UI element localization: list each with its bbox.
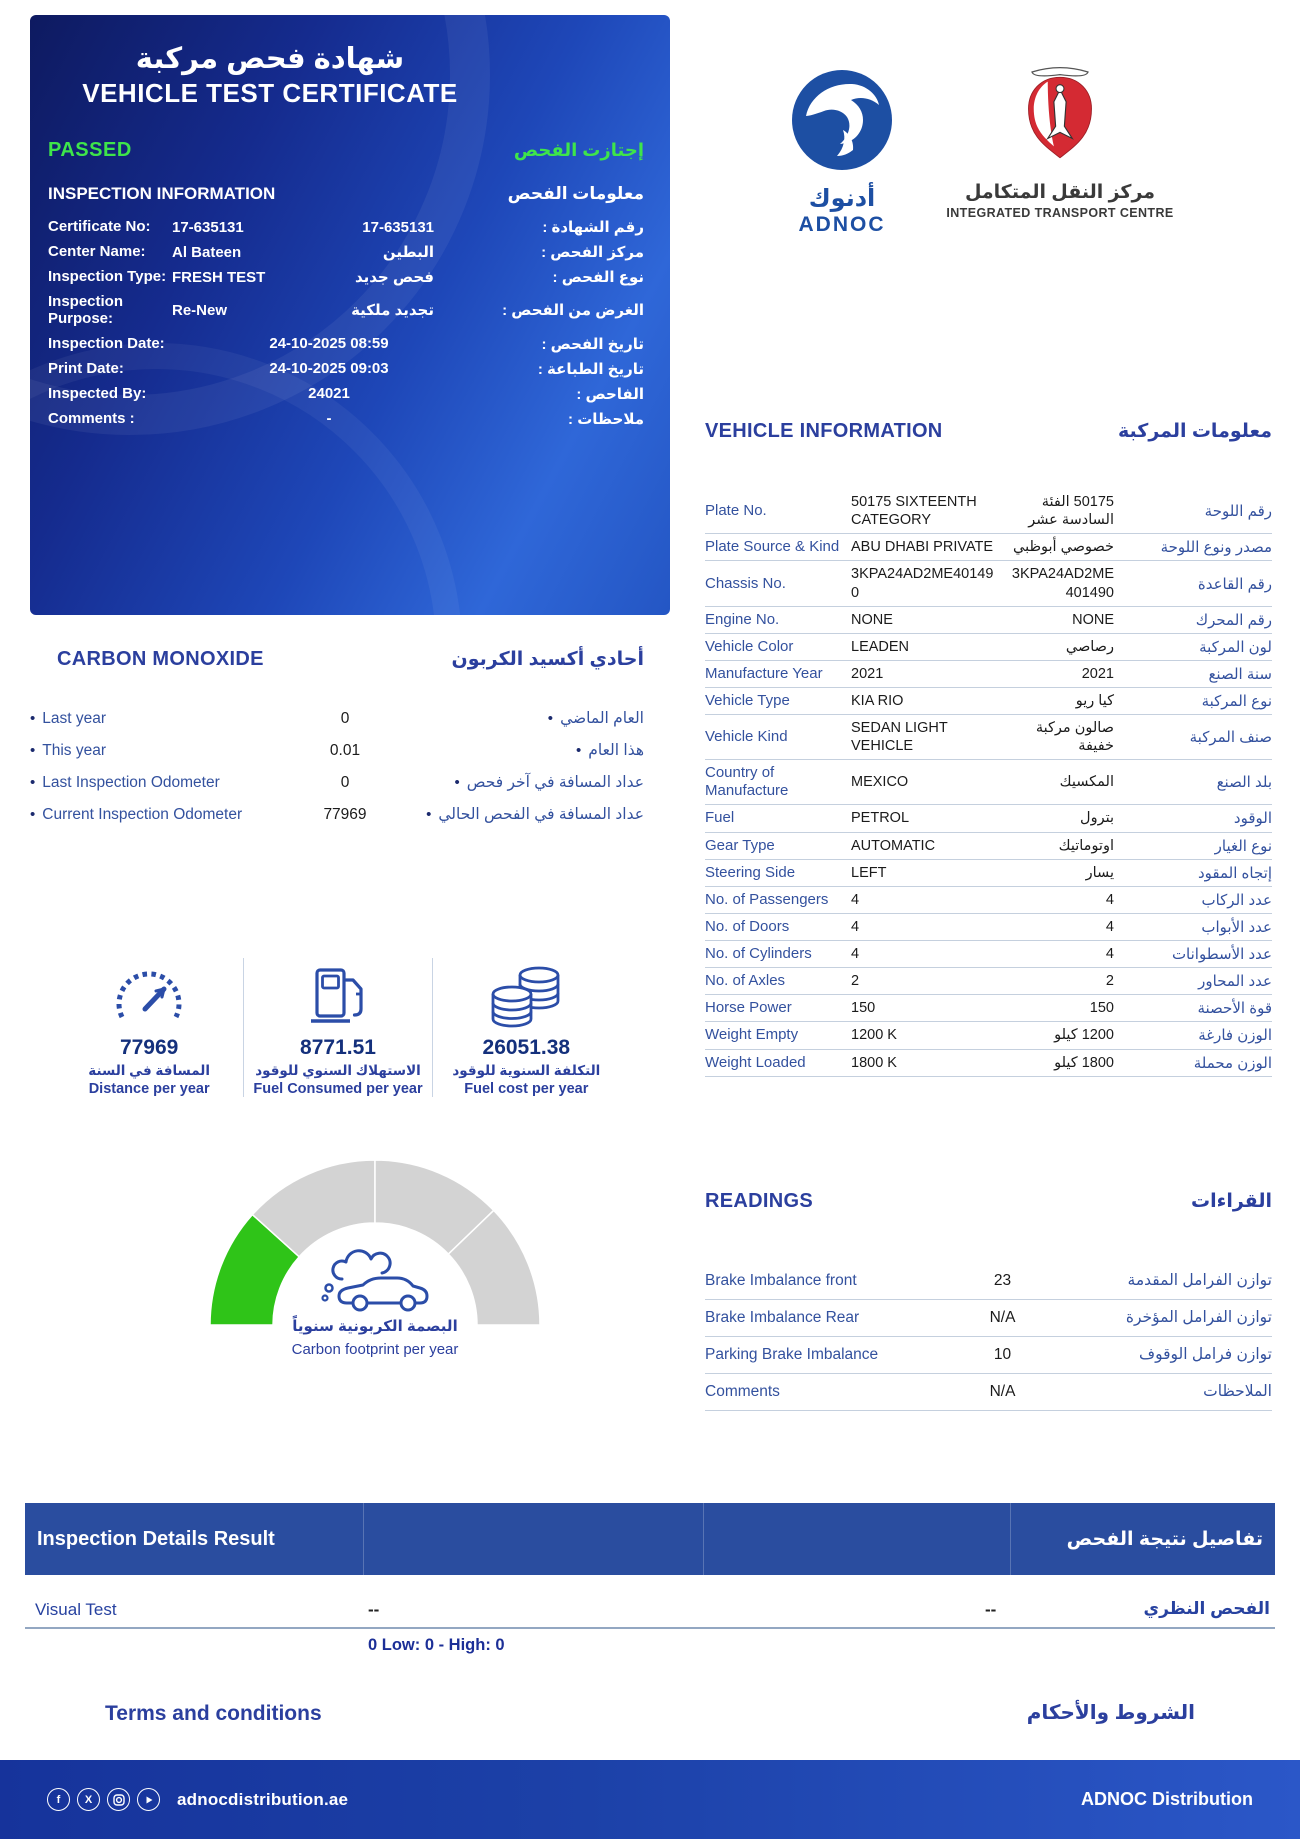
row-value: MEXICO bbox=[851, 774, 909, 791]
inspection-info-row bbox=[48, 335, 644, 353]
table-row bbox=[705, 561, 1272, 606]
row-value: 2 bbox=[851, 973, 860, 990]
distance-per-year-stat bbox=[55, 958, 243, 1097]
inspection-details-title-arabic: تفاصيل نتيجة الفحص bbox=[1066, 1528, 1263, 1550]
stat-label: Fuel Consumed per year bbox=[253, 1081, 423, 1097]
row-value-arabic: صالون مركبة خفيفة bbox=[1035, 720, 1114, 755]
row-value-arabic: اوتوماتيك bbox=[1058, 837, 1114, 854]
annual-stats-row bbox=[55, 958, 620, 1097]
row-label: Weight Empty bbox=[705, 1026, 799, 1044]
row-label-arabic: نوع الفحص : bbox=[552, 269, 644, 286]
row-label-arabic: عدد المحاور bbox=[1198, 973, 1272, 991]
row-value-arabic: 3KPA24AD2ME401490 bbox=[1011, 566, 1114, 601]
stat-label-arabic: التكلفة السنوية للوقود bbox=[452, 1063, 601, 1078]
row-value: LEADEN bbox=[851, 638, 910, 655]
row-label: Fuel bbox=[705, 809, 735, 827]
inspection-info-row bbox=[48, 360, 644, 378]
row-label-arabic: مركز الفحص : bbox=[541, 244, 644, 261]
table-row bbox=[705, 1263, 1272, 1300]
row-value-arabic: NONE bbox=[1072, 611, 1114, 628]
stat-label-arabic: المسافة في السنة bbox=[88, 1063, 211, 1078]
table-row bbox=[705, 860, 1272, 887]
carbon-monoxide-section bbox=[30, 648, 644, 837]
fuel-pump-icon bbox=[250, 958, 425, 1034]
fuel-consumed-per-year-stat bbox=[243, 958, 431, 1097]
website-url: adnocdistribution.ae bbox=[177, 1789, 349, 1809]
row-value: 4 bbox=[851, 891, 860, 908]
itc-name-arabic: مركز النقل المتكامل bbox=[964, 182, 1156, 203]
stat-value: 8771.51 bbox=[300, 1036, 376, 1059]
table-row bbox=[705, 887, 1272, 914]
row-value: PETROL bbox=[851, 810, 910, 827]
car-emissions-icon bbox=[316, 1243, 434, 1317]
table-row bbox=[705, 1300, 1272, 1337]
row-value: NONE bbox=[851, 611, 893, 628]
terms-and-conditions-title-arabic: الشروط والأحكام bbox=[1026, 1702, 1195, 1724]
row-label-arabic: عدد الركاب bbox=[1201, 891, 1272, 909]
row-label: Inspection Type: bbox=[48, 268, 167, 286]
row-label-arabic: عدد الأسطوانات bbox=[1171, 946, 1272, 964]
table-row bbox=[705, 805, 1272, 832]
row-value: 23 bbox=[993, 1271, 1012, 1289]
row-value: N/A bbox=[989, 1308, 1016, 1326]
itc-name: INTEGRATED TRANSPORT CENTRE bbox=[946, 206, 1174, 220]
table-row bbox=[705, 634, 1272, 661]
vehicle-information-title-arabic: معلومات المركبة bbox=[1118, 421, 1272, 442]
table-row bbox=[705, 534, 1272, 561]
row-label: • Last Inspection Odometer bbox=[30, 774, 285, 792]
vehicle-information-table bbox=[705, 489, 1272, 1077]
row-label: Comments : bbox=[48, 409, 135, 427]
footer-bar bbox=[0, 1760, 1300, 1839]
table-row bbox=[705, 688, 1272, 715]
row-label-arabic: الوزن محملة bbox=[1193, 1054, 1272, 1072]
row-value: FRESH TEST bbox=[172, 268, 266, 286]
row-label-arabic: توازن الفرامل المقدمة bbox=[1127, 1272, 1272, 1289]
row-label-arabic: الملاحظات bbox=[1203, 1383, 1272, 1400]
row-value-arabic: 4 bbox=[1105, 891, 1114, 908]
row-label: Inspection Purpose: bbox=[48, 293, 124, 328]
inspection-info-row bbox=[48, 410, 644, 428]
readings-header bbox=[705, 1190, 1272, 1213]
row-value: 3KPA24AD2ME401490 bbox=[851, 566, 994, 601]
row-label: Gear Type bbox=[705, 836, 775, 854]
inspection-info-row bbox=[48, 268, 644, 286]
list-item bbox=[30, 805, 644, 824]
table-row bbox=[705, 760, 1272, 805]
row-value-arabic: كيا ريو bbox=[1075, 693, 1114, 709]
row-value: Al Bateen bbox=[172, 243, 242, 261]
row-value-center: - bbox=[326, 410, 332, 427]
row-value-arabic: 2 bbox=[1105, 973, 1114, 990]
card-titles bbox=[30, 15, 510, 109]
adnoc-name: ADNOC bbox=[798, 213, 886, 236]
row-value-arabic: 17-635131 bbox=[362, 218, 434, 236]
row-label: Vehicle Kind bbox=[705, 728, 788, 746]
facebook-icon: f bbox=[47, 1788, 70, 1811]
row-value: 17-635131 bbox=[172, 218, 244, 236]
readings-section bbox=[705, 1190, 1272, 1411]
row-label: Center Name: bbox=[48, 243, 146, 261]
row-value-arabic: 150 bbox=[1089, 1000, 1114, 1017]
abu-dhabi-emblem-icon bbox=[1018, 58, 1102, 170]
carbon-monoxide-title-arabic: أحادي أكسيد الكربون bbox=[451, 649, 644, 670]
row-label: Vehicle Color bbox=[705, 637, 794, 655]
row-label: Country of Manufacture bbox=[705, 764, 789, 800]
row-label: Inspected By: bbox=[48, 384, 147, 402]
row-label-arabic: • عداد المسافة في الفحص الحالي bbox=[426, 805, 644, 824]
certificate-title: VEHICLE TEST CERTIFICATE bbox=[82, 78, 458, 108]
table-row bbox=[705, 1022, 1272, 1049]
table-row bbox=[705, 995, 1272, 1022]
row-value-arabic: بترول bbox=[1080, 810, 1114, 827]
visual-test-value: -- bbox=[368, 1600, 380, 1619]
row-label: No. of Axles bbox=[705, 972, 786, 990]
divider bbox=[363, 1503, 364, 1575]
row-label-arabic: الوقود bbox=[1233, 810, 1272, 828]
certificate-title-arabic: شهادة فحص مركبة bbox=[135, 43, 405, 75]
inspection-info-title: INSPECTION INFORMATION bbox=[48, 184, 276, 203]
row-value-arabic: البطين bbox=[382, 244, 434, 261]
row-value-arabic: 50175 الفئة السادسة عشر bbox=[1028, 494, 1114, 529]
row-value: N/A bbox=[989, 1382, 1016, 1400]
row-value-arabic: 1200 كيلو bbox=[1054, 1027, 1114, 1044]
row-value: 77969 bbox=[323, 805, 367, 823]
x-twitter-icon: X bbox=[77, 1788, 100, 1811]
row-value: 1200 K bbox=[851, 1027, 897, 1044]
table-row bbox=[705, 715, 1272, 760]
row-label: Manufacture Year bbox=[705, 664, 823, 682]
row-value-arabic: فحص جديد bbox=[354, 269, 434, 286]
stat-value: 26051.38 bbox=[482, 1036, 571, 1059]
readings-table bbox=[705, 1263, 1272, 1411]
row-label: • This year bbox=[30, 742, 285, 760]
row-label-arabic: نوع المركبة bbox=[1201, 693, 1272, 711]
row-value-arabic: رصاصي bbox=[1065, 638, 1114, 655]
status-badge-arabic: إجتازت الفحص bbox=[513, 140, 644, 160]
row-value: 10 bbox=[993, 1345, 1012, 1363]
row-label-arabic: لون المركبة bbox=[1199, 638, 1272, 656]
row-value-center: 24-10-2025 08:59 bbox=[269, 335, 389, 352]
row-label-arabic: صنف المركبة bbox=[1189, 729, 1272, 747]
row-value: KIA RIO bbox=[851, 693, 904, 709]
row-label-arabic: تاريخ الفحص : bbox=[541, 335, 644, 353]
row-label: Steering Side bbox=[705, 863, 796, 881]
row-label-arabic: توازن الفرامل المؤخرة bbox=[1125, 1309, 1272, 1326]
stat-value: 77969 bbox=[119, 1036, 179, 1059]
row-value: 0 bbox=[340, 709, 350, 727]
row-value: AUTOMATIC bbox=[851, 837, 936, 854]
row-label-arabic: رقم الشهادة : bbox=[542, 219, 644, 236]
inspection-info-row bbox=[48, 218, 644, 236]
carbon-monoxide-header bbox=[30, 648, 644, 671]
inspection-details-title: Inspection Details Result bbox=[37, 1527, 275, 1550]
vehicle-information-header bbox=[705, 420, 1272, 443]
row-label-arabic: • عداد المسافة في آخر فحص bbox=[454, 773, 644, 792]
table-row bbox=[705, 1337, 1272, 1374]
coins-icon bbox=[439, 958, 614, 1034]
row-value-center: 24021 bbox=[308, 385, 350, 402]
row-value: 4 bbox=[851, 946, 860, 962]
inspection-info-title-arabic: معلومات الفحص bbox=[507, 184, 644, 203]
row-label-arabic: نوع الغيار bbox=[1214, 837, 1272, 855]
inspection-info-header bbox=[30, 184, 670, 204]
table-row bbox=[705, 914, 1272, 941]
row-label: Engine No. bbox=[705, 610, 780, 628]
row-label: Plate Source & Kind bbox=[705, 538, 840, 556]
table-row bbox=[705, 968, 1272, 995]
table-row bbox=[705, 489, 1272, 534]
carbon-monoxide-title: CARBON MONOXIDE bbox=[57, 648, 264, 670]
certificate-card bbox=[30, 15, 670, 615]
row-label: Inspection Date: bbox=[48, 334, 165, 352]
terms-and-conditions-title: Terms and conditions bbox=[105, 1702, 322, 1725]
row-value-arabic: 2021 bbox=[1081, 665, 1114, 682]
row-value: 50175 SIXTEENTH CATEGORY bbox=[851, 494, 977, 529]
row-label: Vehicle Type bbox=[705, 692, 790, 710]
row-label-arabic: رقم القاعدة bbox=[1197, 575, 1272, 593]
row-value-arabic: يسار bbox=[1085, 864, 1114, 881]
row-label: Print Date: bbox=[48, 359, 124, 377]
row-value-center: 24-10-2025 09:03 bbox=[269, 360, 389, 377]
row-label: • Last year bbox=[30, 710, 285, 728]
table-row bbox=[705, 661, 1272, 688]
row-value: 0 bbox=[340, 773, 350, 791]
row-value-arabic: 4 bbox=[1105, 918, 1114, 935]
fuel-cost-per-year-stat bbox=[432, 958, 620, 1097]
row-label: No. of Doors bbox=[705, 917, 790, 935]
row-label-arabic: الفاحص : bbox=[576, 385, 644, 403]
visual-test-value-2: -- bbox=[985, 1600, 997, 1619]
row-label-arabic: قوة الأحصنة bbox=[1197, 1000, 1272, 1018]
row-label: No. of Cylinders bbox=[705, 945, 812, 963]
inspection-info-row bbox=[48, 243, 644, 261]
itc-logo bbox=[925, 58, 1195, 220]
row-label-arabic: تاريخ الطباعة : bbox=[537, 360, 644, 378]
row-value: SEDAN LIGHT VEHICLE bbox=[851, 720, 948, 755]
row-label-arabic: سنة الصنع bbox=[1208, 665, 1272, 683]
row-value-arabic: المكسيك bbox=[1059, 774, 1114, 791]
row-value-arabic: خصوصي أبوظبي bbox=[1012, 539, 1114, 556]
row-label-arabic: رقم المحرك bbox=[1195, 611, 1272, 629]
row-value: LEFT bbox=[851, 864, 887, 881]
row-label: Certificate No: bbox=[48, 218, 151, 236]
readings-title: READINGS bbox=[705, 1190, 813, 1212]
list-item bbox=[30, 741, 644, 760]
row-value: 4 bbox=[851, 918, 860, 935]
row-value: 2021 bbox=[851, 665, 884, 682]
divider bbox=[1010, 1503, 1011, 1575]
row-label: • Current Inspection Odometer bbox=[30, 806, 285, 824]
row-label: Brake Imbalance Rear bbox=[705, 1308, 860, 1326]
row-value-arabic: 1800 كيلو bbox=[1054, 1054, 1114, 1071]
adnoc-distribution-brand: ADNOC Distribution bbox=[1081, 1789, 1253, 1809]
row-value: Re-New bbox=[172, 301, 228, 319]
gauge-label: Carbon footprint per year bbox=[291, 1341, 459, 1358]
youtube-icon bbox=[137, 1788, 160, 1811]
row-label: Weight Loaded bbox=[705, 1053, 806, 1071]
row-label-arabic: الغرض من الفحص : bbox=[502, 302, 644, 320]
inspection-info-row bbox=[48, 293, 644, 328]
row-value-arabic: 4 bbox=[1105, 946, 1114, 962]
row-label: No. of Passengers bbox=[705, 890, 829, 908]
row-label: Horse Power bbox=[705, 999, 792, 1017]
vehicle-information-section bbox=[705, 420, 1272, 1077]
inspection-details-result-bar bbox=[25, 1503, 1275, 1575]
row-label-arabic: عدد الأبواب bbox=[1201, 918, 1272, 936]
stat-label: Fuel cost per year bbox=[464, 1081, 589, 1097]
row-label-arabic: مصدر ونوع اللوحة bbox=[1160, 539, 1272, 557]
row-value: 150 bbox=[851, 1000, 876, 1017]
table-row bbox=[705, 607, 1272, 634]
adnoc-falcon-icon bbox=[792, 70, 892, 170]
visual-test-row bbox=[25, 1597, 1275, 1629]
row-value: ABU DHABI PRIVATE bbox=[851, 539, 994, 556]
carbon-footprint-gauge bbox=[205, 1155, 545, 1365]
row-label-arabic: إتجاه المقود bbox=[1197, 864, 1272, 882]
divider bbox=[703, 1503, 704, 1575]
status-badge: PASSED bbox=[48, 139, 132, 161]
inspection-info-table bbox=[30, 218, 670, 428]
table-row bbox=[705, 941, 1272, 968]
row-value-arabic: تجديد ملكية bbox=[351, 302, 434, 320]
carbon-monoxide-table bbox=[30, 709, 644, 824]
row-label-arabic: • العام الماضي bbox=[548, 709, 644, 728]
visual-test-label: Visual Test bbox=[35, 1600, 117, 1619]
status-row bbox=[30, 139, 670, 162]
row-label: Brake Imbalance front bbox=[705, 1271, 857, 1289]
row-label-arabic: • هذا العام bbox=[576, 741, 644, 760]
table-row bbox=[705, 833, 1272, 860]
stat-label: Distance per year bbox=[88, 1081, 210, 1097]
row-label: Chassis No. bbox=[705, 574, 786, 592]
vehicle-information-title: VEHICLE INFORMATION bbox=[705, 420, 943, 442]
row-label-arabic: بلد الصنع bbox=[1216, 774, 1272, 792]
list-item bbox=[30, 773, 644, 792]
row-label-arabic: رقم اللوحة bbox=[1204, 503, 1272, 521]
row-label: Parking Brake Imbalance bbox=[705, 1345, 879, 1363]
social-icons bbox=[47, 1788, 160, 1811]
row-value: 0.01 bbox=[329, 741, 361, 759]
table-row bbox=[705, 1374, 1272, 1411]
table-row bbox=[705, 1050, 1272, 1077]
readings-title-arabic: القراءات bbox=[1191, 1191, 1272, 1212]
row-label: Plate No. bbox=[705, 502, 767, 520]
visual-test-range: 0 Low: 0 - High: 0 bbox=[368, 1636, 505, 1654]
adnoc-name-arabic: أدنوك bbox=[808, 185, 876, 212]
list-item bbox=[30, 709, 644, 728]
row-label-arabic: الوزن فارغة bbox=[1198, 1027, 1272, 1045]
speedometer-icon bbox=[61, 958, 237, 1034]
adnoc-logo bbox=[786, 70, 898, 237]
row-label: Comments bbox=[705, 1382, 780, 1400]
visual-test-label-arabic: الفحص النظري bbox=[1143, 1599, 1270, 1618]
inspection-info-row bbox=[48, 385, 644, 403]
instagram-icon bbox=[107, 1788, 130, 1811]
row-label-arabic: ملاحظات : bbox=[568, 410, 644, 428]
stat-label-arabic: الاستهلاك السنوي للوقود bbox=[255, 1063, 421, 1078]
row-label-arabic: توازن فرامل الوقوف bbox=[1139, 1346, 1272, 1363]
gauge-label-arabic: البصمة الكربونية سنوياً bbox=[292, 1318, 458, 1335]
row-value: 1800 K bbox=[851, 1054, 897, 1071]
